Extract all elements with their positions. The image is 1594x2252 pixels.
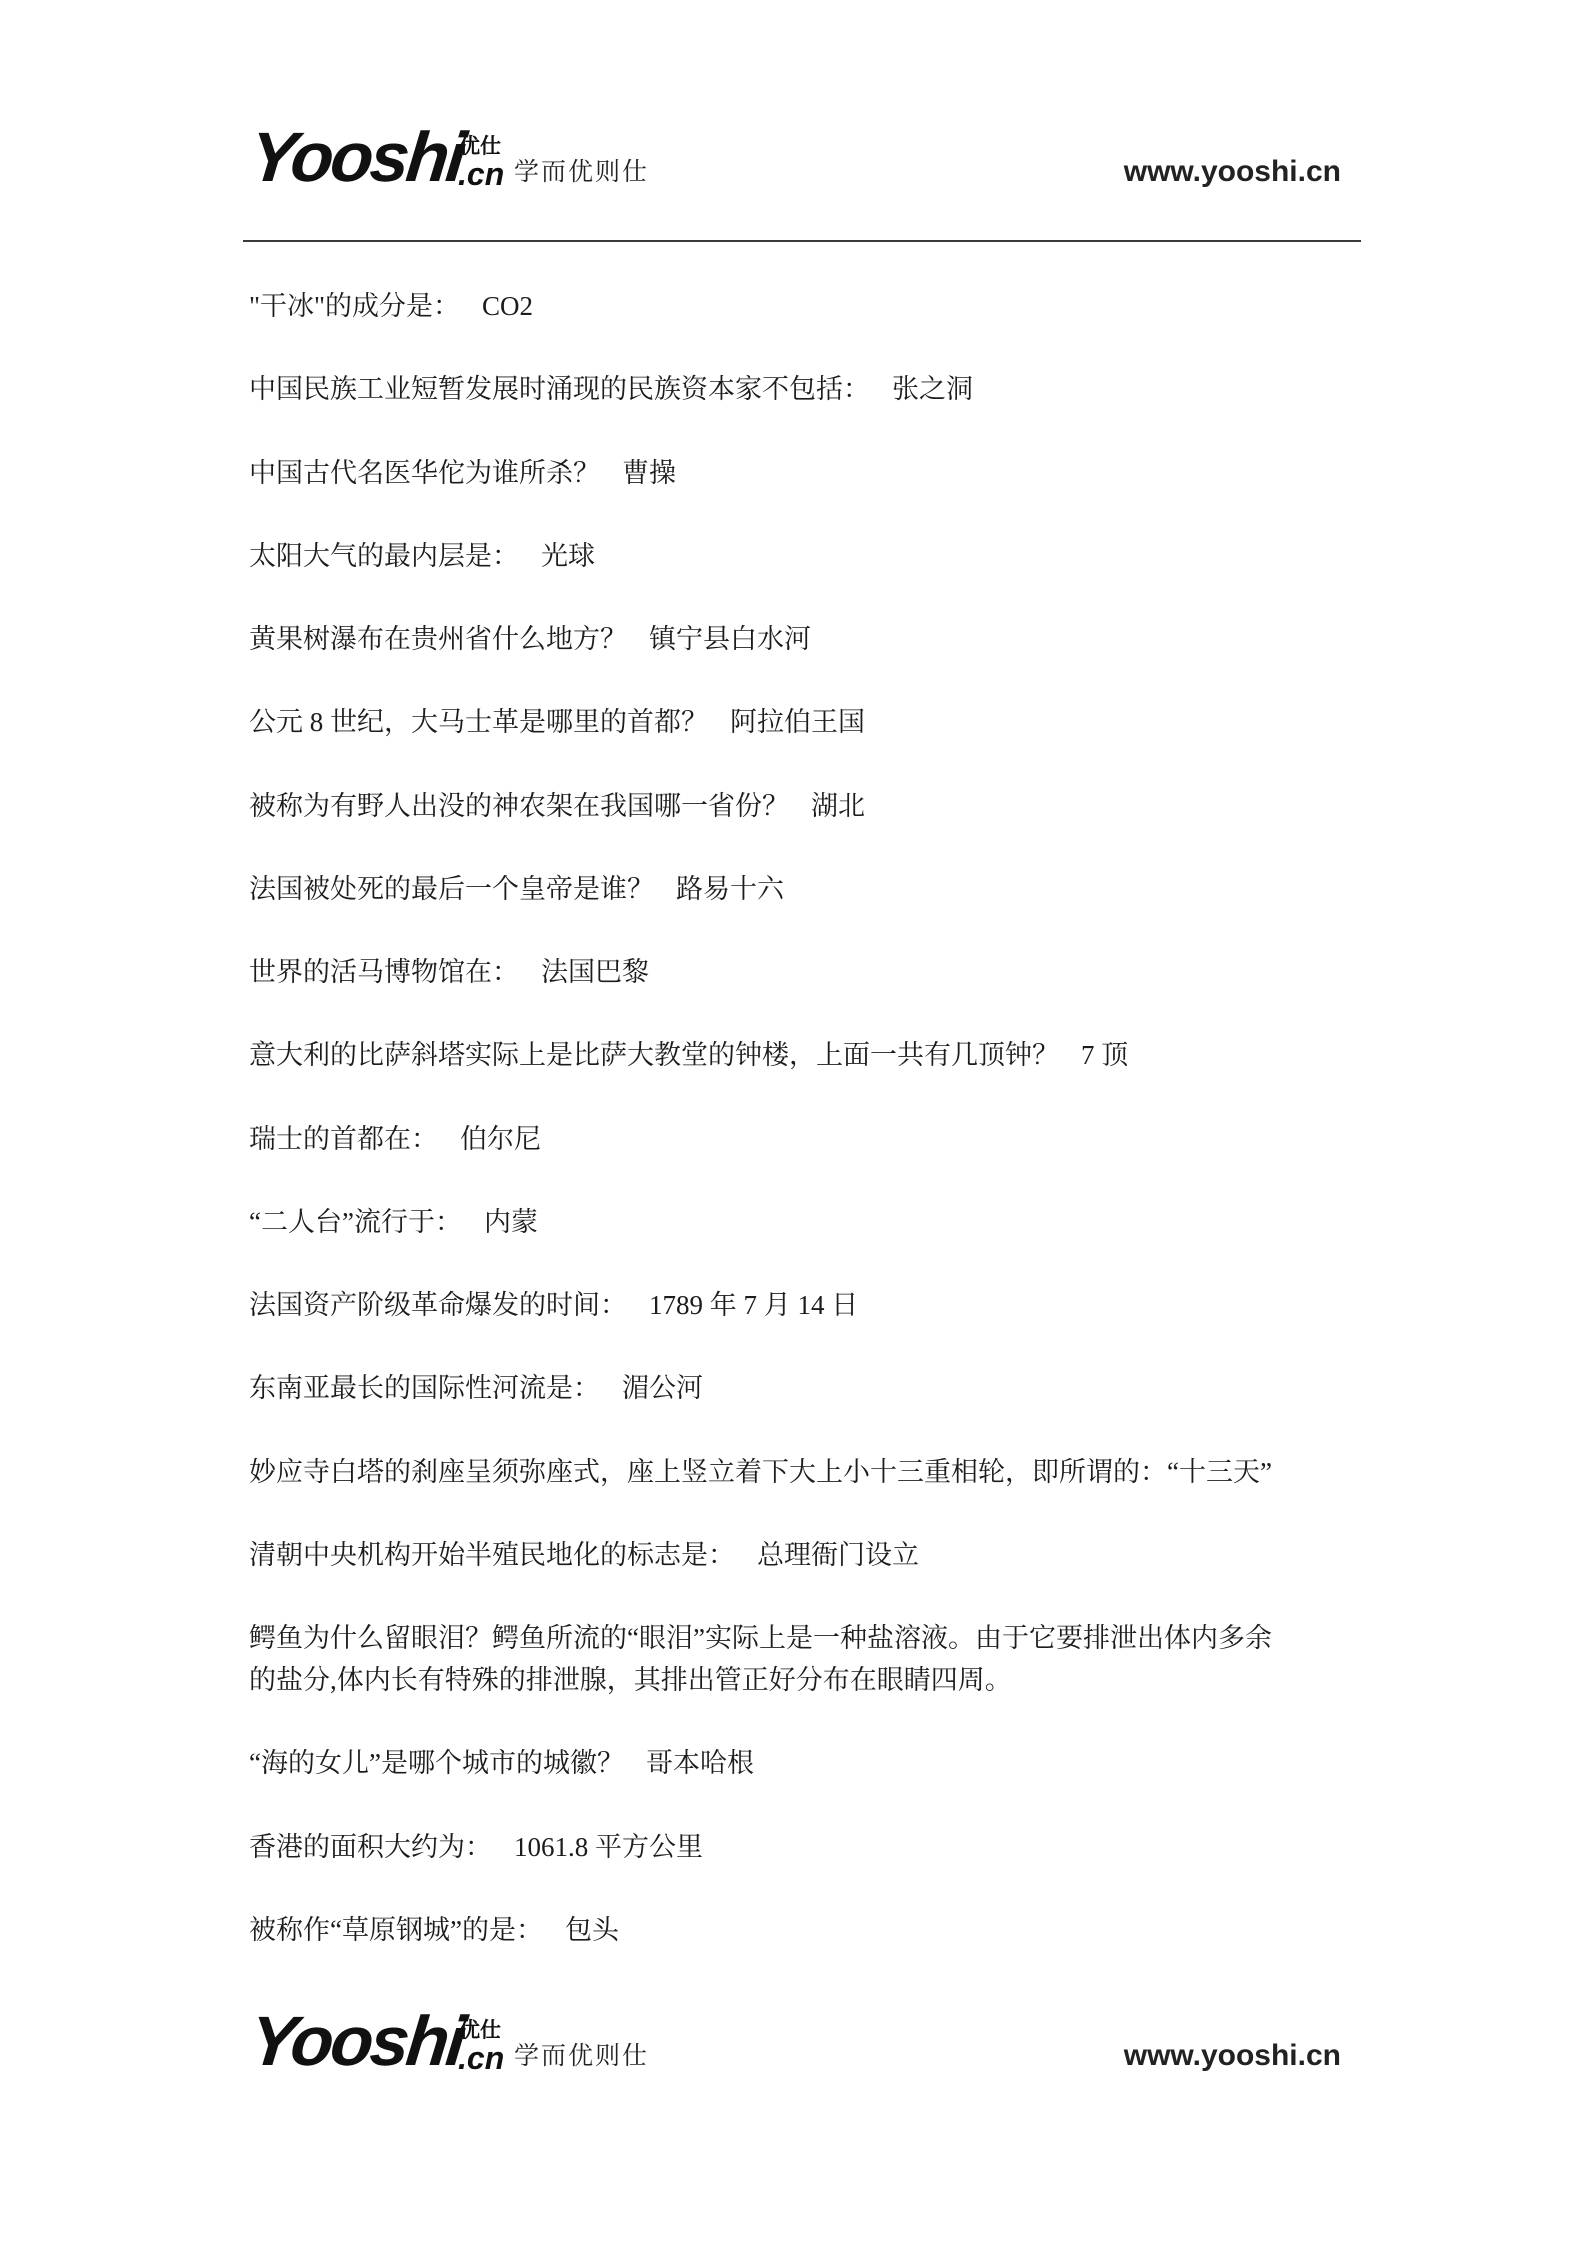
question-text: 公元 8 世纪，大马士革是哪里的首都？ [249, 707, 708, 738]
answer-text: CO2 [482, 291, 534, 321]
qa-item [249, 1909, 1361, 1951]
answer-text: 哥本哈根 [645, 1748, 754, 1779]
answer-text: 伯尔尼 [460, 1123, 541, 1154]
question-text: 中国民族工业短暂发展时涌现的民族资本家不包括： [249, 374, 870, 405]
question-text: 清朝中央机构开始半殖民地化的标志是： [249, 1539, 735, 1570]
question-text: 瑞士的首都在： [249, 1123, 438, 1154]
answer-text: 张之洞 [892, 374, 973, 405]
answer-text: 7 顶 [1081, 1040, 1129, 1071]
answer-text: 1789 年 7 月 14 日 [649, 1290, 859, 1320]
logo-slogan: 学而优则仕 [514, 2041, 650, 2070]
footer-site-url: www.yooshi.cn [1123, 2039, 1341, 2072]
answer-text: 内蒙 [483, 1206, 538, 1237]
qa-item [249, 868, 1361, 910]
paragraph-line: 鳄鱼为什么留眼泪？鳄鱼所流的“眼泪”实际上是一种盐溶液。由于它要排泄出体内多余 [249, 1623, 1272, 1653]
answer-text: 湄公河 [622, 1373, 703, 1404]
logo-chinese-mark: 优仕 [459, 135, 501, 158]
qa-item [249, 285, 1361, 327]
qa-item [249, 452, 1361, 494]
logo-wordmark: Yooshi [246, 2002, 468, 2080]
answer-text: 镇宁县白水河 [649, 624, 811, 654]
qa-item [249, 1118, 1361, 1160]
answer-text: 阿拉伯王国 [730, 707, 865, 738]
qa-item [249, 1034, 1361, 1076]
question-text: 意大利的比萨斜塔实际上是比萨大教堂的钟楼，上面一共有几顶钟？ [249, 1040, 1059, 1071]
logo-domain-suffix: .cn [458, 156, 505, 192]
logo-wordmark: Yooshi [246, 118, 468, 196]
question-text: 黄果树瀑布在贵州省什么地方？ [249, 624, 627, 654]
question-text: 香港的面积大约为： [249, 1831, 492, 1862]
answer-text: 法国巴黎 [541, 957, 649, 987]
question-text: “海的女儿”是哪个城市的城徽？ [249, 1748, 624, 1779]
qa-item [249, 1826, 1361, 1868]
logo-domain-suffix: .cn [458, 2040, 505, 2076]
qa-item [249, 368, 1361, 410]
footer-logo [246, 1994, 666, 2084]
question-text: 被称作“草原钢城”的是： [249, 1914, 543, 1945]
question-text: "干冰"的成分是： [249, 291, 461, 321]
qa-item [249, 701, 1361, 743]
qa-item [249, 1534, 1361, 1576]
header-site-url: www.yooshi.cn [1123, 155, 1341, 188]
question-text: 太阳大气的最内层是： [249, 540, 519, 571]
header-logo [246, 110, 666, 200]
qa-list [249, 285, 1361, 1992]
qa-item [249, 1201, 1361, 1243]
question-text: 妙应寺白塔的刹座呈须弥座式，座上竖立着下大上小十三重相轮，即所谓的：“十三天” [249, 1456, 1272, 1487]
qa-item [249, 1284, 1361, 1326]
question-text: 法国资产阶级革命爆发的时间： [249, 1290, 627, 1320]
logo-slogan: 学而优则仕 [514, 157, 650, 186]
answer-text: 光球 [541, 540, 595, 571]
qa-item [249, 618, 1361, 660]
qa-item [249, 535, 1361, 577]
answer-text: 湖北 [811, 790, 865, 821]
question-text: 东南亚最长的国际性河流是： [249, 1373, 600, 1404]
logo-chinese-mark: 优仕 [459, 2019, 501, 2042]
qa-item [249, 1742, 1361, 1784]
qa-item [249, 1367, 1361, 1409]
answer-text: 包头 [564, 1914, 619, 1945]
question-text: 法国被处死的最后一个皇帝是谁？ [249, 873, 654, 904]
question-text: 中国古代名医华佗为谁所杀？ [249, 457, 600, 488]
paragraph-line-continued: 的盐分,体内长有特殊的排泄腺，其排出管正好分布在眼睛四周。 [249, 1665, 1012, 1695]
answer-text: 总理衙门设立 [757, 1539, 919, 1570]
question-text: 世界的活马博物馆在： [249, 957, 519, 987]
answer-text: 曹操 [622, 457, 676, 488]
answer-text: 路易十六 [676, 873, 784, 904]
question-text: 被称为有野人出没的神农架在我国哪一省份？ [249, 790, 789, 821]
qa-item [249, 1451, 1361, 1493]
header-divider [243, 240, 1361, 242]
qa-item [249, 1617, 1361, 1701]
qa-item [249, 951, 1361, 993]
answer-text: 1061.8 平方公里 [514, 1831, 703, 1862]
qa-item [249, 785, 1361, 827]
question-text: “二人台”流行于： [249, 1206, 462, 1237]
